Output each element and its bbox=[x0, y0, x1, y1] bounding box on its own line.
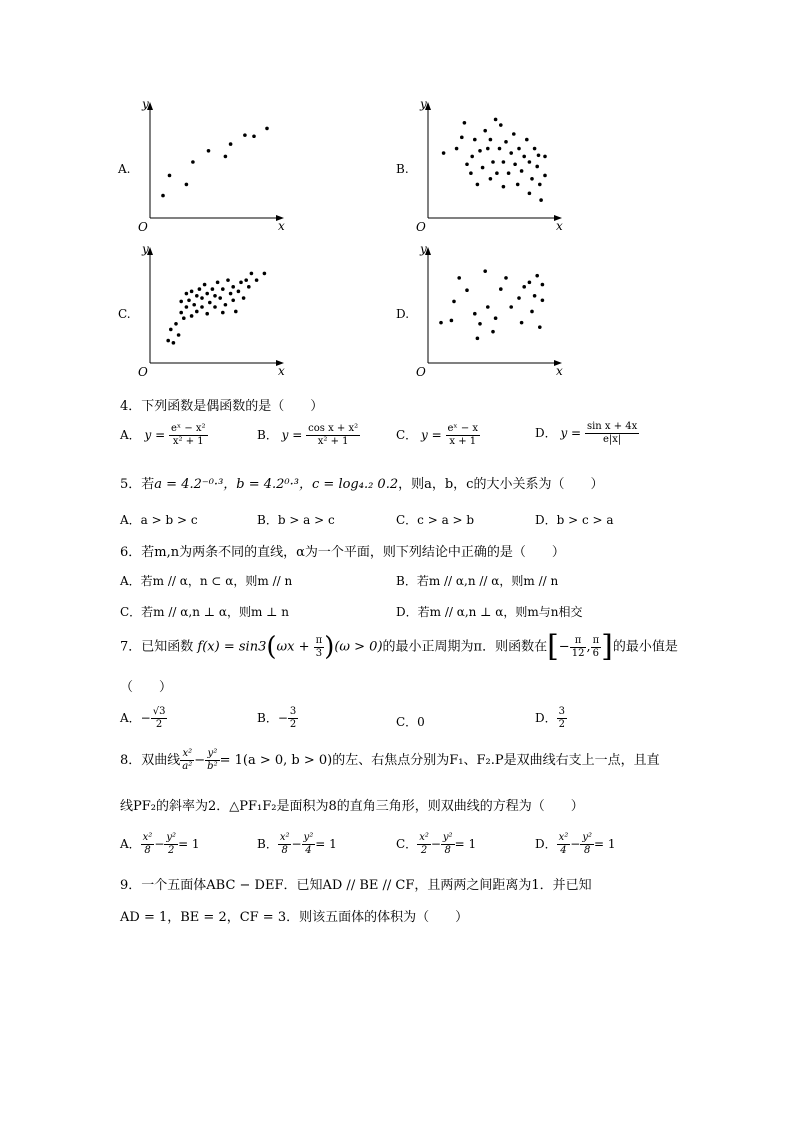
denominator: 8 bbox=[444, 845, 451, 856]
denominator: 4 bbox=[560, 845, 567, 856]
x-axis-label: x bbox=[278, 364, 285, 378]
denominator: 2 bbox=[420, 845, 428, 856]
math-fraction bbox=[180, 748, 194, 773]
data-point bbox=[239, 281, 243, 285]
paren-close: ) bbox=[324, 632, 335, 662]
numerator: √3 bbox=[152, 706, 166, 717]
denominator: b² bbox=[207, 761, 218, 772]
numerator: x² bbox=[180, 748, 194, 761]
numerator: y² bbox=[582, 832, 593, 843]
q8-option-c: C． $\frac{\text{x²}}{2}$ − $\frac{\text{y²}}{8}$ = 1 bbox=[396, 832, 477, 856]
math-fraction bbox=[580, 832, 594, 857]
data-point bbox=[226, 278, 230, 282]
data-point bbox=[491, 330, 495, 334]
data-point bbox=[224, 303, 228, 307]
question-7-blank: （ ） bbox=[120, 680, 173, 695]
data-point bbox=[491, 160, 495, 164]
q4-option-a bbox=[120, 423, 208, 448]
y-axis-label: y bbox=[420, 100, 427, 111]
q8-option-d: D． $\frac{\text{x²}}{4}$ − $\frac{\text{y²}}{8}$ = 1 bbox=[535, 832, 616, 856]
math-fraction bbox=[164, 832, 178, 857]
question-6-stem: 6．若m,n为两条不同的直线，α为一个平面，则下列结论中正确的是（ ） bbox=[120, 545, 565, 560]
data-point bbox=[502, 185, 506, 189]
data-point bbox=[530, 177, 534, 181]
math-fraction bbox=[278, 832, 292, 857]
scatter-plot bbox=[416, 100, 566, 235]
data-point bbox=[190, 314, 194, 318]
math-fraction bbox=[557, 706, 567, 731]
data-point bbox=[537, 153, 541, 157]
math-sign: − bbox=[277, 711, 288, 725]
numerator: y² bbox=[166, 832, 177, 843]
data-point bbox=[498, 147, 502, 151]
data-point bbox=[499, 123, 503, 127]
data-point bbox=[517, 296, 521, 300]
data-point bbox=[473, 138, 477, 142]
numerator: sin x + 4x bbox=[586, 421, 638, 432]
math-fraction bbox=[306, 423, 360, 448]
data-point bbox=[179, 300, 183, 304]
data-point bbox=[483, 129, 487, 133]
data-point bbox=[213, 305, 217, 309]
denominator: 6 bbox=[592, 647, 600, 659]
denominator: 12 bbox=[571, 647, 585, 659]
q4-option-c bbox=[396, 423, 480, 448]
math-fraction bbox=[557, 832, 571, 857]
data-point bbox=[504, 276, 508, 280]
data-point bbox=[229, 292, 233, 296]
data-point bbox=[207, 149, 211, 153]
bracket-close: ] bbox=[601, 629, 613, 664]
data-point bbox=[211, 287, 215, 291]
data-point bbox=[520, 321, 524, 325]
plot-c bbox=[118, 245, 288, 380]
numerator: x² bbox=[558, 832, 569, 843]
denominator: x² + 1 bbox=[317, 436, 349, 447]
equals-one: = 1 bbox=[594, 837, 616, 851]
denominator: 8 bbox=[281, 845, 288, 856]
data-point bbox=[237, 290, 241, 294]
data-point bbox=[494, 316, 498, 320]
stem-suffix: 的最小值是 bbox=[612, 639, 678, 655]
x-axis-label: x bbox=[556, 219, 563, 233]
option-label: B． bbox=[257, 711, 278, 725]
data-point bbox=[522, 155, 526, 159]
data-point bbox=[205, 292, 209, 296]
data-point bbox=[535, 165, 539, 169]
denominator: 2 bbox=[558, 719, 565, 730]
question-8-line2: 线PF₂的斜率为2．△PF₁F₂是面积为8的直角三角形，则双曲线的方程为（ ） bbox=[120, 799, 584, 814]
denominator: 4 bbox=[305, 845, 312, 856]
stem-suffix: ，则a，b，c的大小关系为（ ） bbox=[398, 477, 604, 492]
data-point bbox=[231, 298, 235, 302]
q4-option-d bbox=[535, 421, 639, 446]
data-point bbox=[516, 183, 520, 187]
data-point bbox=[528, 192, 532, 196]
equals-one: = 1 bbox=[178, 837, 200, 851]
origin-label: O bbox=[416, 365, 426, 379]
data-point bbox=[179, 311, 183, 315]
numerator: π bbox=[570, 635, 587, 648]
data-point bbox=[452, 300, 456, 304]
data-point bbox=[473, 312, 477, 316]
numerator: eˣ − x bbox=[447, 423, 479, 434]
data-point bbox=[442, 151, 446, 155]
data-point bbox=[507, 171, 511, 175]
equals-one: = 1 bbox=[315, 837, 337, 851]
data-point bbox=[541, 283, 545, 287]
data-point bbox=[494, 118, 498, 122]
numerator: π bbox=[315, 634, 323, 646]
denominator: x + 1 bbox=[449, 436, 477, 447]
option-label: C． bbox=[396, 837, 418, 851]
denominator: 8 bbox=[144, 845, 151, 856]
data-point bbox=[177, 333, 181, 337]
data-point bbox=[252, 134, 256, 138]
origin-label: O bbox=[138, 220, 148, 234]
data-point bbox=[535, 274, 539, 278]
option-label: C． bbox=[396, 428, 418, 442]
option-label: D． bbox=[535, 426, 557, 440]
numerator: y² bbox=[442, 832, 453, 843]
q7-option-c: C．0 bbox=[396, 715, 425, 729]
data-point bbox=[483, 269, 487, 273]
data-point bbox=[185, 292, 189, 296]
data-point bbox=[469, 171, 473, 175]
math-lhs: y = bbox=[560, 426, 582, 440]
math-lhs: y = bbox=[421, 428, 442, 442]
stem-rest: = 1(a > 0, b > 0)的左、右焦点分别为F₁、F₂.P是双曲线右支上一点，且直 bbox=[219, 753, 660, 768]
data-point bbox=[255, 278, 259, 282]
option-label: D． bbox=[535, 711, 557, 725]
data-point bbox=[205, 312, 209, 316]
data-point bbox=[185, 183, 189, 187]
data-point bbox=[247, 285, 251, 289]
data-point bbox=[224, 155, 228, 159]
denominator: 2 bbox=[155, 719, 163, 730]
math-fraction bbox=[288, 706, 298, 731]
origin-label: O bbox=[138, 365, 148, 379]
data-point bbox=[221, 287, 225, 291]
data-point bbox=[200, 296, 204, 300]
data-point bbox=[489, 177, 493, 181]
data-point bbox=[229, 142, 233, 146]
question-9-line2: AD = 1，BE = 2，CF = 3．则该五面体的体积为（ ） bbox=[120, 910, 469, 925]
y-axis-label: y bbox=[420, 245, 427, 256]
data-point bbox=[476, 337, 480, 341]
data-point bbox=[489, 138, 493, 142]
data-point bbox=[528, 160, 532, 164]
data-point bbox=[243, 133, 247, 137]
data-point bbox=[161, 194, 165, 198]
data-point bbox=[200, 305, 204, 309]
data-point bbox=[450, 319, 454, 323]
q8-option-b: B． $\frac{\text{x²}}{8}$ − $\frac{\text{y²}}{4}$ = 1 bbox=[257, 832, 337, 856]
denominator: 2 bbox=[168, 845, 175, 856]
math-fraction bbox=[446, 423, 481, 448]
data-point bbox=[481, 166, 485, 170]
math-fraction bbox=[585, 421, 639, 446]
numerator: x² bbox=[142, 832, 153, 843]
data-point bbox=[182, 316, 186, 320]
data-point bbox=[478, 149, 482, 153]
numerator: x² bbox=[279, 832, 290, 843]
plot-label: D. bbox=[396, 307, 410, 321]
data-point bbox=[543, 155, 547, 159]
data-point bbox=[520, 169, 524, 173]
scatter-plot bbox=[138, 100, 288, 235]
data-point bbox=[168, 174, 172, 178]
data-point bbox=[509, 305, 513, 309]
data-point bbox=[192, 303, 196, 307]
data-point bbox=[203, 283, 207, 287]
data-point bbox=[221, 311, 225, 315]
data-point bbox=[195, 310, 199, 314]
math-c: ，c = log₄.₂ 0.2 bbox=[299, 477, 399, 492]
numerator: y² bbox=[303, 832, 314, 843]
q4-option-b bbox=[257, 423, 360, 448]
stem-prefix: 5．若 bbox=[120, 477, 155, 492]
numerator: eˣ − x² bbox=[170, 423, 206, 434]
stem-prefix: 8．双曲线 bbox=[120, 753, 181, 768]
q6-option-a: A．若m // α，n ⊂ α，则m // n bbox=[120, 574, 293, 588]
data-point bbox=[244, 278, 248, 282]
data-point bbox=[533, 147, 537, 151]
math-fraction bbox=[570, 635, 587, 660]
denominator: 3 bbox=[315, 647, 323, 659]
option-label: B． bbox=[257, 428, 278, 442]
q6-option-c: C．若m // α,n ⊥ α，则m ⊥ n bbox=[120, 605, 289, 619]
question-7-stem: 7．已知函数 f(x) = sin3(ωx + $\frac{\pi}{3}$ )(ω > 0)的最小正周期为π．则函数在[− $\frac{\pi}{12}$ , $\frac{\pi}{6}$ ]的最小值是 bbox=[120, 629, 678, 664]
data-point bbox=[522, 285, 526, 289]
data-point bbox=[476, 183, 480, 187]
numerator: 3 bbox=[558, 706, 565, 717]
math-fraction bbox=[441, 832, 455, 857]
data-point bbox=[512, 132, 516, 136]
data-point bbox=[495, 171, 499, 175]
data-point bbox=[172, 341, 176, 345]
data-point bbox=[234, 310, 238, 314]
data-point bbox=[541, 298, 545, 302]
data-point bbox=[198, 287, 202, 291]
numerator: π bbox=[592, 634, 600, 646]
data-point bbox=[517, 147, 521, 151]
stem-mid: 的最小正周期为π．则函数在 bbox=[382, 639, 548, 655]
math-func: f(x) = sin3 bbox=[197, 639, 267, 655]
data-point bbox=[460, 136, 464, 140]
data-point bbox=[191, 160, 195, 164]
q5-option-b: B．b > a > c bbox=[257, 513, 335, 527]
math-cond: (ω > 0) bbox=[334, 639, 383, 655]
data-point bbox=[538, 183, 542, 187]
data-point bbox=[166, 339, 170, 343]
x-axis-label: x bbox=[556, 364, 563, 378]
denominator: x² + 1 bbox=[172, 436, 204, 447]
numerator: y² bbox=[205, 748, 219, 761]
question-4-stem: 4．下列函数是偶函数的是（ ） bbox=[120, 399, 324, 414]
q5-option-c: C．c > a > b bbox=[396, 513, 475, 527]
option-label: A． bbox=[120, 837, 141, 851]
plot-b bbox=[396, 100, 566, 235]
data-point bbox=[486, 305, 490, 309]
math-a: a = 4.2⁻⁰·³ bbox=[154, 477, 224, 492]
data-point bbox=[509, 151, 513, 155]
data-point bbox=[525, 138, 529, 142]
option-label: A． bbox=[120, 428, 141, 442]
math-arg: ωx + bbox=[276, 639, 310, 655]
math-fraction bbox=[314, 635, 325, 660]
data-point bbox=[513, 162, 517, 166]
numerator: 3 bbox=[289, 706, 297, 717]
plot-a bbox=[118, 100, 288, 235]
data-point bbox=[504, 140, 508, 144]
math-fraction bbox=[205, 748, 219, 773]
data-point bbox=[502, 160, 506, 164]
data-point bbox=[250, 272, 254, 276]
option-label: B． bbox=[257, 837, 278, 851]
plot-label: B. bbox=[396, 162, 409, 176]
q7-option-b bbox=[257, 706, 298, 731]
math-fraction bbox=[151, 706, 168, 731]
math-fraction bbox=[169, 423, 208, 448]
data-point bbox=[169, 328, 173, 332]
math-lhs: y = bbox=[144, 428, 166, 442]
math-sign: − bbox=[140, 711, 151, 725]
math-b: ，b = 4.2⁰·³ bbox=[223, 477, 299, 492]
option-label: A． bbox=[120, 711, 141, 725]
data-point bbox=[213, 294, 217, 298]
q5-option-d: D．b > c > a bbox=[535, 513, 614, 527]
option-label: D． bbox=[535, 837, 557, 851]
y-axis-label: y bbox=[142, 245, 149, 256]
data-point bbox=[465, 162, 469, 166]
data-point bbox=[263, 272, 267, 276]
data-point bbox=[478, 322, 482, 326]
math-fraction bbox=[302, 832, 316, 857]
data-point bbox=[218, 296, 222, 300]
data-point bbox=[530, 310, 534, 314]
data-point bbox=[470, 155, 474, 159]
plot-d bbox=[396, 245, 566, 380]
numerator: cos x + x² bbox=[308, 423, 359, 434]
question-5-stem bbox=[120, 473, 603, 492]
scatter-plot bbox=[138, 245, 288, 380]
data-point bbox=[463, 121, 467, 125]
data-point bbox=[174, 322, 178, 326]
stem-prefix: 7．已知函数 bbox=[120, 639, 194, 655]
q6-option-d: D．若m // α,n ⊥ α，则m与n相交 bbox=[396, 605, 583, 619]
data-point bbox=[465, 288, 469, 292]
data-point bbox=[242, 296, 246, 300]
plot-label: A. bbox=[118, 162, 131, 176]
data-point bbox=[538, 325, 542, 329]
math-fraction bbox=[141, 832, 155, 857]
q7-option-a bbox=[120, 706, 167, 731]
q7-option-d bbox=[535, 706, 567, 731]
scatter-plot bbox=[416, 245, 566, 380]
q5-option-a: A．a > b > c bbox=[120, 513, 198, 527]
data-point bbox=[533, 294, 537, 298]
data-point bbox=[190, 290, 194, 294]
denominator: 8 bbox=[583, 845, 591, 856]
data-point bbox=[486, 147, 490, 151]
data-point bbox=[455, 147, 459, 151]
denominator: e|x| bbox=[602, 434, 622, 445]
data-point bbox=[265, 127, 269, 131]
y-axis-label: y bbox=[142, 100, 149, 111]
data-point bbox=[528, 281, 532, 285]
data-point bbox=[216, 281, 220, 285]
equals-one: = 1 bbox=[454, 837, 477, 851]
plot-label: C. bbox=[118, 307, 131, 321]
data-point bbox=[195, 294, 199, 298]
data-point bbox=[187, 298, 191, 302]
math-lhs: y = bbox=[281, 428, 303, 442]
data-point bbox=[439, 321, 443, 325]
denominator: a² bbox=[182, 761, 193, 772]
data-point bbox=[543, 174, 547, 178]
q8-option-a: A． $\frac{\text{x²}}{8}$ − $\frac{\text{y²}}{2}$ = 1 bbox=[120, 832, 200, 856]
data-point bbox=[208, 301, 212, 305]
question-9-line1: 9．一个五面体ABC − DEF．已知AD // BE // CF，且两两之间距离为1．并已知 bbox=[120, 878, 592, 893]
question-8-stem: 8．双曲线 $\frac{\text{x²}}{\text{a²}}$ − $\frac{\text{y²}}{\text{b²}}$ = 1(a > 0, b > 0)的左、右焦点分别为F₁、F₂.P是双曲线右支上一点，且直 bbox=[120, 748, 660, 772]
numerator: x² bbox=[419, 832, 429, 843]
denominator: 2 bbox=[289, 719, 297, 730]
data-point bbox=[185, 305, 189, 309]
data-point bbox=[231, 285, 235, 289]
x-axis-label: x bbox=[278, 219, 285, 233]
data-point bbox=[499, 287, 503, 291]
paren-open: ( bbox=[266, 632, 277, 662]
origin-label: O bbox=[416, 220, 426, 234]
bracket-open: [ bbox=[547, 629, 559, 664]
data-point bbox=[539, 198, 543, 202]
q6-option-b: B．若m // α,n // α，则m // n bbox=[396, 574, 559, 588]
data-point bbox=[457, 276, 461, 280]
math-fraction bbox=[417, 832, 431, 857]
math-fraction bbox=[591, 635, 602, 660]
